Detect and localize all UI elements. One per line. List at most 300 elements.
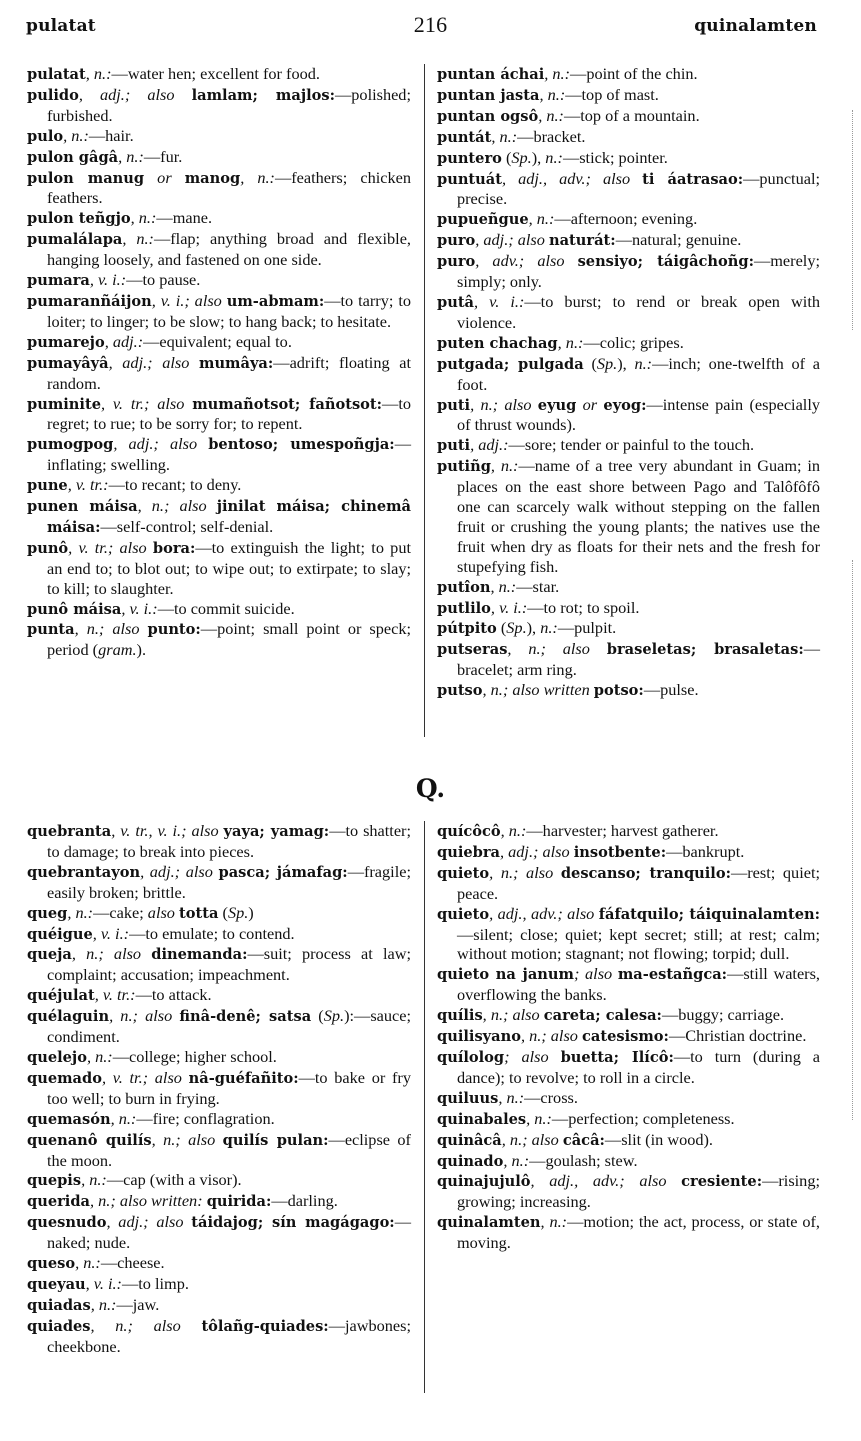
column-bottom-left [27, 821, 411, 1357]
grammar-label: , adj., adv.; also [489, 903, 599, 923]
definition-text: —cheese. [100, 1253, 165, 1273]
headword: pumalálapa [27, 231, 123, 249]
headword: putso [437, 682, 483, 700]
grammar-label: , n.: [86, 1046, 113, 1066]
dictionary-entry [437, 435, 820, 456]
definition-text: ( [583, 353, 597, 373]
headword: queyau [27, 1275, 86, 1293]
dictionary-entry [437, 85, 820, 106]
definition-text: —bankrupt. [666, 841, 745, 861]
variant-form: pasca; jámafag: [218, 863, 348, 881]
column-top-left [27, 64, 411, 660]
dictionary-entry [27, 1295, 411, 1316]
variant-form: dinemanda: [151, 946, 248, 964]
grammar-label: , n.; also written [482, 680, 594, 700]
grammar-label: , n.; also [90, 1315, 202, 1335]
headword: pumarejo [27, 333, 105, 351]
definition-text: —jawbones; cheekbone. [47, 1315, 411, 1356]
dictionary-entry [437, 1212, 820, 1253]
definition-text: —to turn (during a dance); to revolve; to roll in a circle. [457, 1046, 820, 1087]
dictionary-entry [437, 577, 820, 598]
grammar-label: , n.: [490, 456, 519, 476]
definition-text: —eclipse of the moon. [47, 1129, 411, 1170]
dictionary-entry [27, 64, 411, 85]
dictionary-entry [27, 126, 411, 147]
headword: quinâcâ [437, 1131, 502, 1149]
grammar-label: Sp. [227, 902, 249, 922]
dictionary-entry [437, 1109, 820, 1130]
headword: quiades [27, 1317, 91, 1335]
dictionary-entry [437, 456, 820, 576]
definition-text: —to regret; to rue; to be sorry for; to repent. [47, 393, 411, 434]
definition-text: —adrift; floating at random. [47, 352, 411, 393]
dictionary-entry [27, 924, 411, 945]
grammar-label: , n.: [85, 64, 112, 83]
headword: quéjulat [27, 987, 95, 1005]
dictionary-entry [437, 251, 820, 292]
grammar-label: gram. [98, 640, 137, 660]
definition-text: —harvester; harvest gatherer. [526, 821, 719, 840]
grammar-label: n.: [634, 353, 653, 373]
grammar-label: , adj.: [470, 435, 509, 455]
definition-text: —to extinguish the light; to put an end to; to blot out; to wipe out; to extirpate; to slay; to kill; to slaughter. [47, 537, 411, 598]
dictionary-entry [27, 1006, 411, 1047]
dictionary-entry [437, 863, 820, 904]
headword: punô máisa [27, 600, 122, 618]
definition-text: ) [248, 902, 254, 922]
variant-form: táidajog; sín magágago: [191, 1214, 395, 1232]
definition-text: —naked; nude. [47, 1212, 411, 1253]
dictionary-entry [437, 230, 820, 251]
dictionary-entry [27, 434, 411, 475]
definition-text: ( [496, 618, 507, 638]
definition-text: —point of the chin. [570, 64, 698, 83]
headword: puntan ogsô [437, 107, 539, 125]
definition-text: —jaw. [116, 1294, 160, 1314]
headword: puro [437, 232, 476, 250]
dictionary-entry [437, 209, 820, 230]
definition-text: —darling. [271, 1191, 338, 1211]
definition-text: ), [526, 618, 541, 638]
headword: pulatat [27, 66, 86, 83]
headword: quemado [27, 1069, 102, 1087]
grammar-label: , n.: [538, 105, 564, 125]
grammar-label: , n.: [491, 126, 518, 146]
dictionary-entry [27, 903, 411, 924]
grammar-label: , n.; also [74, 619, 148, 639]
grammar-label: , n.: [490, 576, 517, 596]
dictionary-entry [27, 168, 411, 209]
definition-text: —mane. [156, 208, 213, 228]
headword: quenanô quilís [27, 1131, 152, 1149]
grammar-label: ; also [573, 964, 618, 984]
headword: quéigue [27, 925, 93, 943]
definition-text: —inflating; swelling. [47, 434, 411, 475]
grammar-label: , adj.; also [500, 841, 574, 861]
definition-text: —perfection; completeness. [551, 1108, 735, 1128]
variant-form: sensiyo; táigâchoñg: [577, 253, 754, 271]
headword: pulon gâgâ [27, 148, 119, 166]
grammar-label: n.: [540, 618, 558, 638]
definition-text: —to commit suicide. [157, 598, 295, 618]
dictionary-entry [27, 1109, 411, 1130]
headword: puntan jasta [437, 86, 540, 104]
grammar-label: , v. tr., v. i.; also [111, 821, 224, 840]
dictionary-entry [437, 1026, 820, 1047]
definition-text: —colic; gripes. [583, 332, 684, 352]
scan-edge-mark [852, 560, 855, 1120]
variant-form: braseletas; brasaletas: [606, 641, 804, 659]
dictionary-entry [27, 599, 411, 620]
variant-form: câcâ: [562, 1131, 605, 1149]
dictionary-entry [27, 85, 411, 126]
variant-form: nâ-guéfañito: [188, 1069, 299, 1087]
dictionary-entry [27, 332, 411, 353]
grammar-label: n.: [545, 147, 563, 167]
headword: quieto na janum [437, 966, 574, 984]
scan-edge-mark [852, 110, 855, 330]
grammar-label: , n.: [540, 1212, 568, 1232]
dictionary-entry [437, 821, 820, 842]
dictionary-entry [27, 821, 411, 862]
grammar-label: , n.; also [482, 1005, 544, 1025]
variant-form: mumañotsot; fañotsot: [192, 395, 383, 413]
grammar-label: , n.; also [137, 496, 217, 516]
variant-form: lamlam; majlos: [191, 86, 335, 104]
grammar-label: , n.; also written: [90, 1191, 207, 1211]
definition-text: —top of a mountain. [563, 105, 700, 125]
definition-text: ):—sauce; condiment. [47, 1006, 411, 1047]
grammar-label: Sp. [506, 618, 527, 638]
variant-form: totta [179, 904, 219, 922]
definition-text: —rising; growing; increasing. [457, 1171, 820, 1212]
definition-text: —to tarry; to loiter; to linger; to be slow; to hang back; to hesitate. [47, 290, 411, 331]
grammar-label: , v. tr.; also [100, 393, 193, 413]
right-guideword: quinalamten [694, 16, 817, 36]
headword: quebrantayon [27, 863, 141, 881]
dictionary-entry [27, 538, 411, 599]
headword: querida [27, 1193, 90, 1211]
headword: puntuát [437, 170, 502, 188]
dictionary-entry [437, 964, 820, 1005]
headword: quinalamten [437, 1214, 541, 1232]
dictionary-entry [27, 1130, 411, 1171]
definition-text: —to emulate; to contend. [129, 923, 295, 943]
variant-form: mumâya: [199, 354, 274, 372]
dictionary-entry [437, 395, 820, 436]
variant-form: manog [184, 169, 241, 187]
dictionary-entry [437, 1151, 820, 1172]
headword: quiadas [27, 1296, 91, 1314]
dictionary-entry [437, 1047, 820, 1088]
dictionary-entry [437, 842, 820, 863]
grammar-label: , v. tr.; also [101, 1067, 189, 1087]
variant-form: tôlañg-quiades: [201, 1317, 329, 1335]
headword: quelejo [27, 1048, 87, 1066]
dictionary-entry [437, 333, 820, 354]
dictionary-entry [437, 904, 820, 965]
column-divider-bottom [424, 821, 425, 1393]
grammar-label: , adj., adv.; also [501, 168, 643, 188]
variant-form: punto: [147, 621, 201, 639]
headword: quieto [437, 905, 490, 923]
grammar-label: , adj.; also [78, 84, 192, 104]
headword: quinajujulô [437, 1173, 531, 1191]
dictionary-entry [27, 1316, 411, 1357]
definition-text: —still waters, overflowing the banks. [457, 964, 821, 1005]
dictionary-entry [27, 208, 411, 229]
headword: quebranta [27, 823, 112, 840]
definition-text: —top of mast. [565, 84, 659, 104]
headword: queso [27, 1255, 76, 1273]
headword: pumara [27, 272, 90, 290]
definition-text: —star. [516, 576, 560, 596]
grammar-label: , n.; also [109, 1006, 180, 1026]
headword: pulon teñgjo [27, 210, 131, 228]
definition-text: —sore; tender or painful to the touch. [508, 435, 755, 455]
dictionary-entry [27, 1212, 411, 1253]
grammar-label: , n.: [539, 84, 566, 104]
definition-text: —to bake or fry too well; to burn in frying. [47, 1067, 411, 1108]
definition-text: —to shatter; to damage; to break into pieces. [47, 821, 411, 861]
variant-form: potso: [593, 682, 644, 700]
grammar-label: , v. i.: [121, 598, 158, 618]
definition-text: —to rot; to spoil. [527, 597, 640, 617]
headword: puti [437, 437, 471, 455]
dictionary-entry [27, 291, 411, 332]
grammar-label: or [576, 394, 604, 414]
definition-text: —fragile; easily broken; brittle. [47, 861, 411, 902]
definition-text: —point; small point or speck; period ( [47, 619, 411, 660]
variant-form: descanso; tranquilo: [560, 864, 731, 882]
headword: quiluus [437, 1089, 499, 1107]
dictionary-entry [437, 148, 820, 169]
definition-text: —silent; close; quiet; kept secret; still; at rest; calm; without motion; stagnant; not flowing; torpid; dull. [457, 924, 820, 964]
headword: quílis [437, 1007, 483, 1025]
headword: putîon [437, 578, 491, 596]
dictionary-entry [437, 618, 820, 639]
definition-text: —cross. [524, 1087, 578, 1107]
definition-text: —college; higher school. [112, 1046, 277, 1066]
grammar-label: , v. i.: [89, 270, 127, 290]
definition-text: —to pause. [126, 270, 201, 290]
grammar-label: , n.: [63, 125, 89, 145]
grammar-label: , n.: [240, 167, 275, 187]
grammar-label: Sp. [596, 353, 618, 373]
dictionary-entry [437, 1005, 820, 1026]
headword: putiñg [437, 458, 491, 476]
definition-text: —polished; furbished. [47, 84, 411, 125]
variant-form: catesismo: [582, 1028, 669, 1046]
headword: puti [437, 396, 471, 414]
headword: pulido [27, 86, 79, 104]
headword: puminite [27, 395, 101, 413]
definition-text: ), [531, 147, 546, 167]
headword: quícôcô [437, 823, 501, 840]
grammar-label: , n.; also [507, 639, 607, 659]
headword: pulo [27, 127, 64, 145]
variant-form: insotbente: [573, 843, 667, 861]
headword: quepis [27, 1172, 82, 1190]
headword: puntan áchai [437, 66, 545, 83]
grammar-label: , n.: [528, 209, 555, 229]
definition-text: —slit (in wood). [604, 1129, 714, 1149]
grammar-label: , n.; also [71, 944, 152, 964]
variant-form: fáfatquilo; táiquinalamten: [598, 905, 821, 923]
headword: pútpito [437, 620, 497, 638]
dictionary-entry [27, 1047, 411, 1068]
headword: putgada; pulgada [437, 355, 584, 373]
headword: quinado [437, 1152, 504, 1170]
grammar-label: , n.: [557, 332, 584, 352]
grammar-label: , v. i.: [92, 923, 130, 943]
grammar-label: , adj.; also [113, 434, 209, 454]
headword: puntero [437, 149, 502, 167]
grammar-label: , v. i.: [85, 1273, 122, 1293]
definition-text: —name of a tree very abundant in Guam; in places on the east shore between Pago and Talôfôfô one can scarcely walk without stepping on the fallen fruit or crushing the young plants; the natives use the fruit when dry as floats for their nets and the fresh for stupefying fish. [457, 456, 820, 576]
definition-text: —punctual; precise. [457, 168, 820, 209]
variant-form: jinilat máisa; chinemâ máisa: [47, 498, 412, 536]
headword: quélaguin [27, 1008, 110, 1026]
variant-form: yaya; yamag: [223, 823, 330, 840]
headword: queg [27, 904, 68, 922]
grammar-label: , n.; also [489, 862, 561, 882]
definition-text: —motion; the act, process, or state of, moving. [457, 1212, 820, 1253]
definition-text: —water hen; excellent for food. [111, 64, 320, 83]
grammar-label: , n.; also [151, 1129, 223, 1149]
definition-text: —goulash; stew. [529, 1150, 638, 1170]
definition-text: ). [136, 640, 147, 660]
definition-text: —to limp. [121, 1273, 189, 1293]
variant-form: eyog: [603, 396, 647, 414]
definition-text: —equivalent; equal to. [143, 331, 292, 351]
headword: queja [27, 946, 72, 964]
variant-form: bora: [152, 539, 196, 557]
definition-text: —Christian doctrine. [668, 1026, 807, 1046]
dictionary-entry [27, 147, 411, 168]
grammar-label: , n.: [503, 1150, 530, 1170]
dictionary-entry [27, 985, 411, 1006]
definition-text: —merely; simply; only. [457, 251, 820, 292]
headword: pumogpog [27, 436, 114, 454]
headword: quesnudo [27, 1214, 107, 1232]
definition-text: —feathers; chicken feathers. [47, 167, 411, 208]
headword: putseras [437, 641, 508, 659]
definition-text: —to recant; to deny. [108, 475, 242, 495]
grammar-label: , n.: [67, 902, 94, 922]
definition-text: —afternoon; evening. [554, 209, 698, 229]
grammar-label: , n.: [81, 1170, 107, 1190]
definition-text: —natural; genuine. [615, 230, 742, 250]
definition-text: —bracket. [517, 126, 586, 146]
variant-form: eyug [537, 396, 577, 414]
grammar-label: , n.; also [470, 394, 538, 414]
grammar-label: , adv.; also [475, 251, 578, 271]
grammar-label: , adj.: [104, 331, 144, 351]
variant-form: ti áatrasao: [642, 170, 744, 188]
grammar-label: , n.: [118, 146, 144, 166]
definition-text: —fur. [143, 146, 183, 166]
definition-text: —flap; anything broad and flexible, hanging loosely, and fastened on one side. [47, 229, 411, 270]
dictionary-entry [27, 496, 411, 538]
dictionary-entry [27, 1191, 411, 1212]
definition-text: —pulse. [643, 680, 699, 700]
grammar-label: , n.; also [520, 1026, 583, 1046]
column-bottom-right [437, 821, 820, 1253]
dictionary-entry [437, 1088, 820, 1109]
column-top-right [437, 64, 820, 701]
dictionary-entry [27, 353, 411, 394]
definition-text: —intense pain (especially of thrust wounds). [457, 394, 820, 435]
grammar-label: , n.: [75, 1253, 101, 1273]
dictionary-entry [27, 270, 411, 291]
grammar-label: , n.: [122, 229, 154, 249]
definition-text: —cake; [93, 902, 148, 922]
section-letter-heading: Q. [415, 774, 446, 803]
headword: pulon manug [27, 169, 145, 187]
headword: puten chachag [437, 334, 558, 352]
definition-text: —suit; process at law; complaint; accusation; impeachment. [47, 944, 411, 985]
grammar-label: , n.: [130, 208, 157, 228]
headword: pupueñgue [437, 211, 529, 229]
dictionary-entry [27, 1274, 411, 1295]
dictionary-entry [27, 944, 411, 985]
definition-text: —buggy; carriage. [661, 1005, 785, 1025]
grammar-label: , n.: [544, 64, 571, 83]
definition-text: ( [218, 902, 228, 922]
variant-form: quilís pulan: [222, 1131, 329, 1149]
grammar-label: , adj.; also [475, 230, 549, 250]
headword: pune [27, 477, 68, 495]
column-divider-top [424, 64, 425, 737]
variant-form: finâ-denê; satsa [179, 1008, 312, 1026]
definition-text: ( [501, 147, 512, 167]
definition-text: —cap (with a visor). [106, 1170, 242, 1190]
grammar-label: , adj.; also [106, 1212, 192, 1232]
grammar-label: or [144, 167, 185, 187]
dictionary-entry [27, 862, 411, 903]
grammar-label: , v. i.: [474, 291, 525, 311]
headword: quieto [437, 864, 490, 882]
headword: punô [27, 539, 69, 557]
headword: putâ [437, 293, 475, 311]
dictionary-entry [437, 598, 820, 619]
grammar-label: ; also [504, 1046, 561, 1066]
dictionary-entry [437, 169, 820, 210]
grammar-label: , v. i.; also [151, 290, 227, 310]
definition-text: —to burst; to rend or break open with violence. [457, 291, 820, 332]
variant-form: quirida: [206, 1193, 272, 1211]
definition-text: ), [617, 353, 635, 373]
dictionary-entry [27, 475, 411, 496]
grammar-label: , adj., adv.; also [530, 1171, 682, 1191]
dictionary-entry [27, 394, 411, 435]
definition-text: —inch; one-twelfth of a foot. [457, 353, 820, 394]
grammar-label: Sp. [511, 147, 532, 167]
variant-form: ma-estañgca: [617, 966, 728, 984]
grammar-label: , v. tr.: [94, 985, 136, 1005]
dictionary-entry [437, 1130, 820, 1151]
headword: quílolog [437, 1048, 505, 1066]
definition-text: ( [311, 1006, 324, 1026]
dictionary-entry [437, 639, 820, 680]
headword: quiebra [437, 843, 500, 861]
headword: pumaranñáijon [27, 292, 152, 310]
variant-form: naturát: [548, 232, 616, 250]
dictionary-entry [437, 127, 820, 148]
headword: punen máisa [27, 498, 138, 516]
dictionary-entry [27, 1170, 411, 1191]
